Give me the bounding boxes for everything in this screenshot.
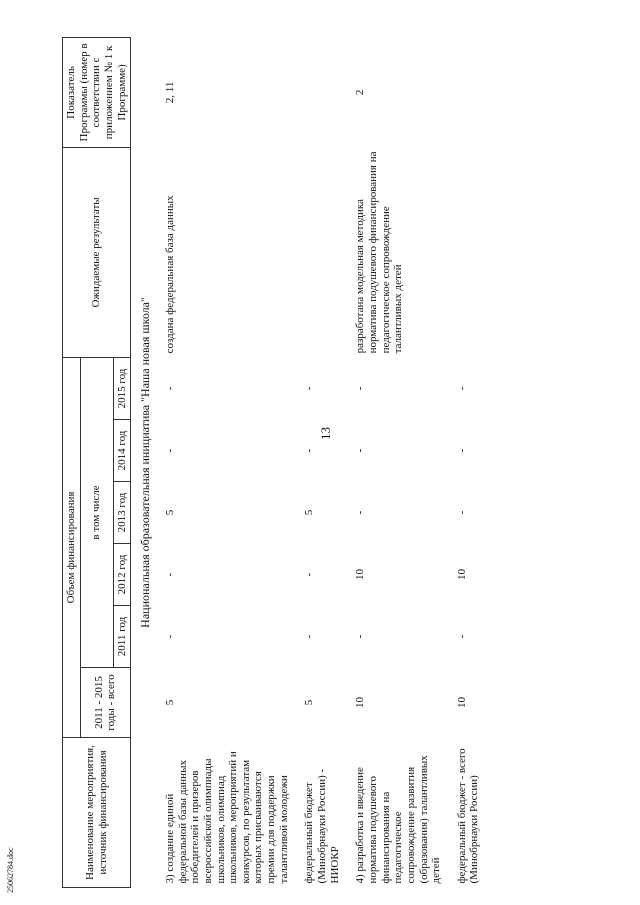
- header-incl: в том числе: [80, 357, 113, 667]
- header-year: 2011 год: [113, 606, 131, 668]
- row-2011: -: [354, 634, 367, 639]
- row-name: федеральный бюджет - всего (Минобрнауки России): [455, 748, 481, 884]
- table-header: [63, 37, 131, 887]
- row-2012: 10: [455, 569, 468, 580]
- row-result: [446, 147, 484, 357]
- row-2012: -: [303, 572, 316, 577]
- table-row: [161, 37, 293, 887]
- header-year: 2012 год: [113, 544, 131, 606]
- header-year: 2013 год: [113, 482, 131, 544]
- header-name: Наименование мероприятия, источник финансирования: [63, 738, 131, 888]
- row-2014: -: [354, 448, 367, 453]
- row-result: [293, 147, 344, 357]
- row-2015: -: [455, 386, 468, 391]
- header-funding: Объем финансирования: [63, 357, 81, 737]
- row-2013: -: [455, 510, 468, 515]
- page-number: 13: [318, 427, 333, 440]
- rotated-table-page: [62, 38, 481, 888]
- row-2015: -: [164, 386, 176, 391]
- row-name: 3) создание единой федеральной базы данных победителей и призеров всероссийской олимпиады школьников, олимпиад школьников, мероприятий и конкурсов, по результатам которых присваиваются премии для поддержки талантливой молодежи: [164, 751, 290, 884]
- row-2014: -: [455, 448, 468, 453]
- row-2013: 5: [164, 509, 176, 516]
- row-name: федеральный бюджет (Минобрнауки России) - НИОКР: [303, 768, 341, 884]
- row-indicator: [446, 37, 484, 147]
- row-name: 4) разработка и введение норматива подушевого финансирования на педагогическое сопровождение развития (образования) талантливых детей: [354, 755, 443, 884]
- row-2011: -: [455, 634, 468, 639]
- row-total: 10: [354, 697, 367, 708]
- footer-doc-ref: 25062784.doc: [6, 847, 15, 893]
- row-2013: -: [354, 510, 367, 515]
- table-row: [344, 37, 445, 887]
- row-2012: 10: [354, 569, 367, 580]
- table-row: [293, 37, 344, 887]
- row-2015: -: [354, 386, 367, 391]
- section-row: [131, 37, 161, 887]
- row-total: 5: [164, 699, 176, 706]
- row-2013: 5: [303, 509, 316, 516]
- header-year: 2014 год: [113, 420, 131, 482]
- row-2014: -: [164, 448, 176, 453]
- funding-table: [62, 37, 484, 888]
- header-total: 2011 - 2015 годы - всего: [80, 668, 131, 738]
- row-2011: -: [303, 634, 316, 639]
- row-total: 10: [455, 697, 468, 708]
- row-2015: -: [303, 386, 316, 391]
- row-result: создана федеральная база данных: [164, 195, 176, 354]
- table-row: [446, 37, 484, 887]
- row-indicator: [293, 37, 344, 147]
- row-2011: -: [164, 634, 176, 639]
- row-2012: -: [164, 572, 176, 577]
- header-indicator: Показатель Программы (номер в соответствии с приложением № 1 к Программе): [63, 37, 131, 147]
- header-year: 2015 год: [113, 357, 131, 419]
- row-total: 5: [303, 699, 316, 706]
- row-result: разработана модельная методика норматива подушевого финансирования на педагогическое сопровождение талантливых детей: [354, 151, 405, 354]
- row-indicator: 2, 11: [164, 81, 176, 104]
- header-results: Ожидаемые результаты: [63, 147, 131, 357]
- row-2014: -: [303, 448, 316, 453]
- section-title: Национальная образовательная инициатива "Наша новая школа": [138, 297, 153, 628]
- row-indicator: 2: [354, 89, 367, 96]
